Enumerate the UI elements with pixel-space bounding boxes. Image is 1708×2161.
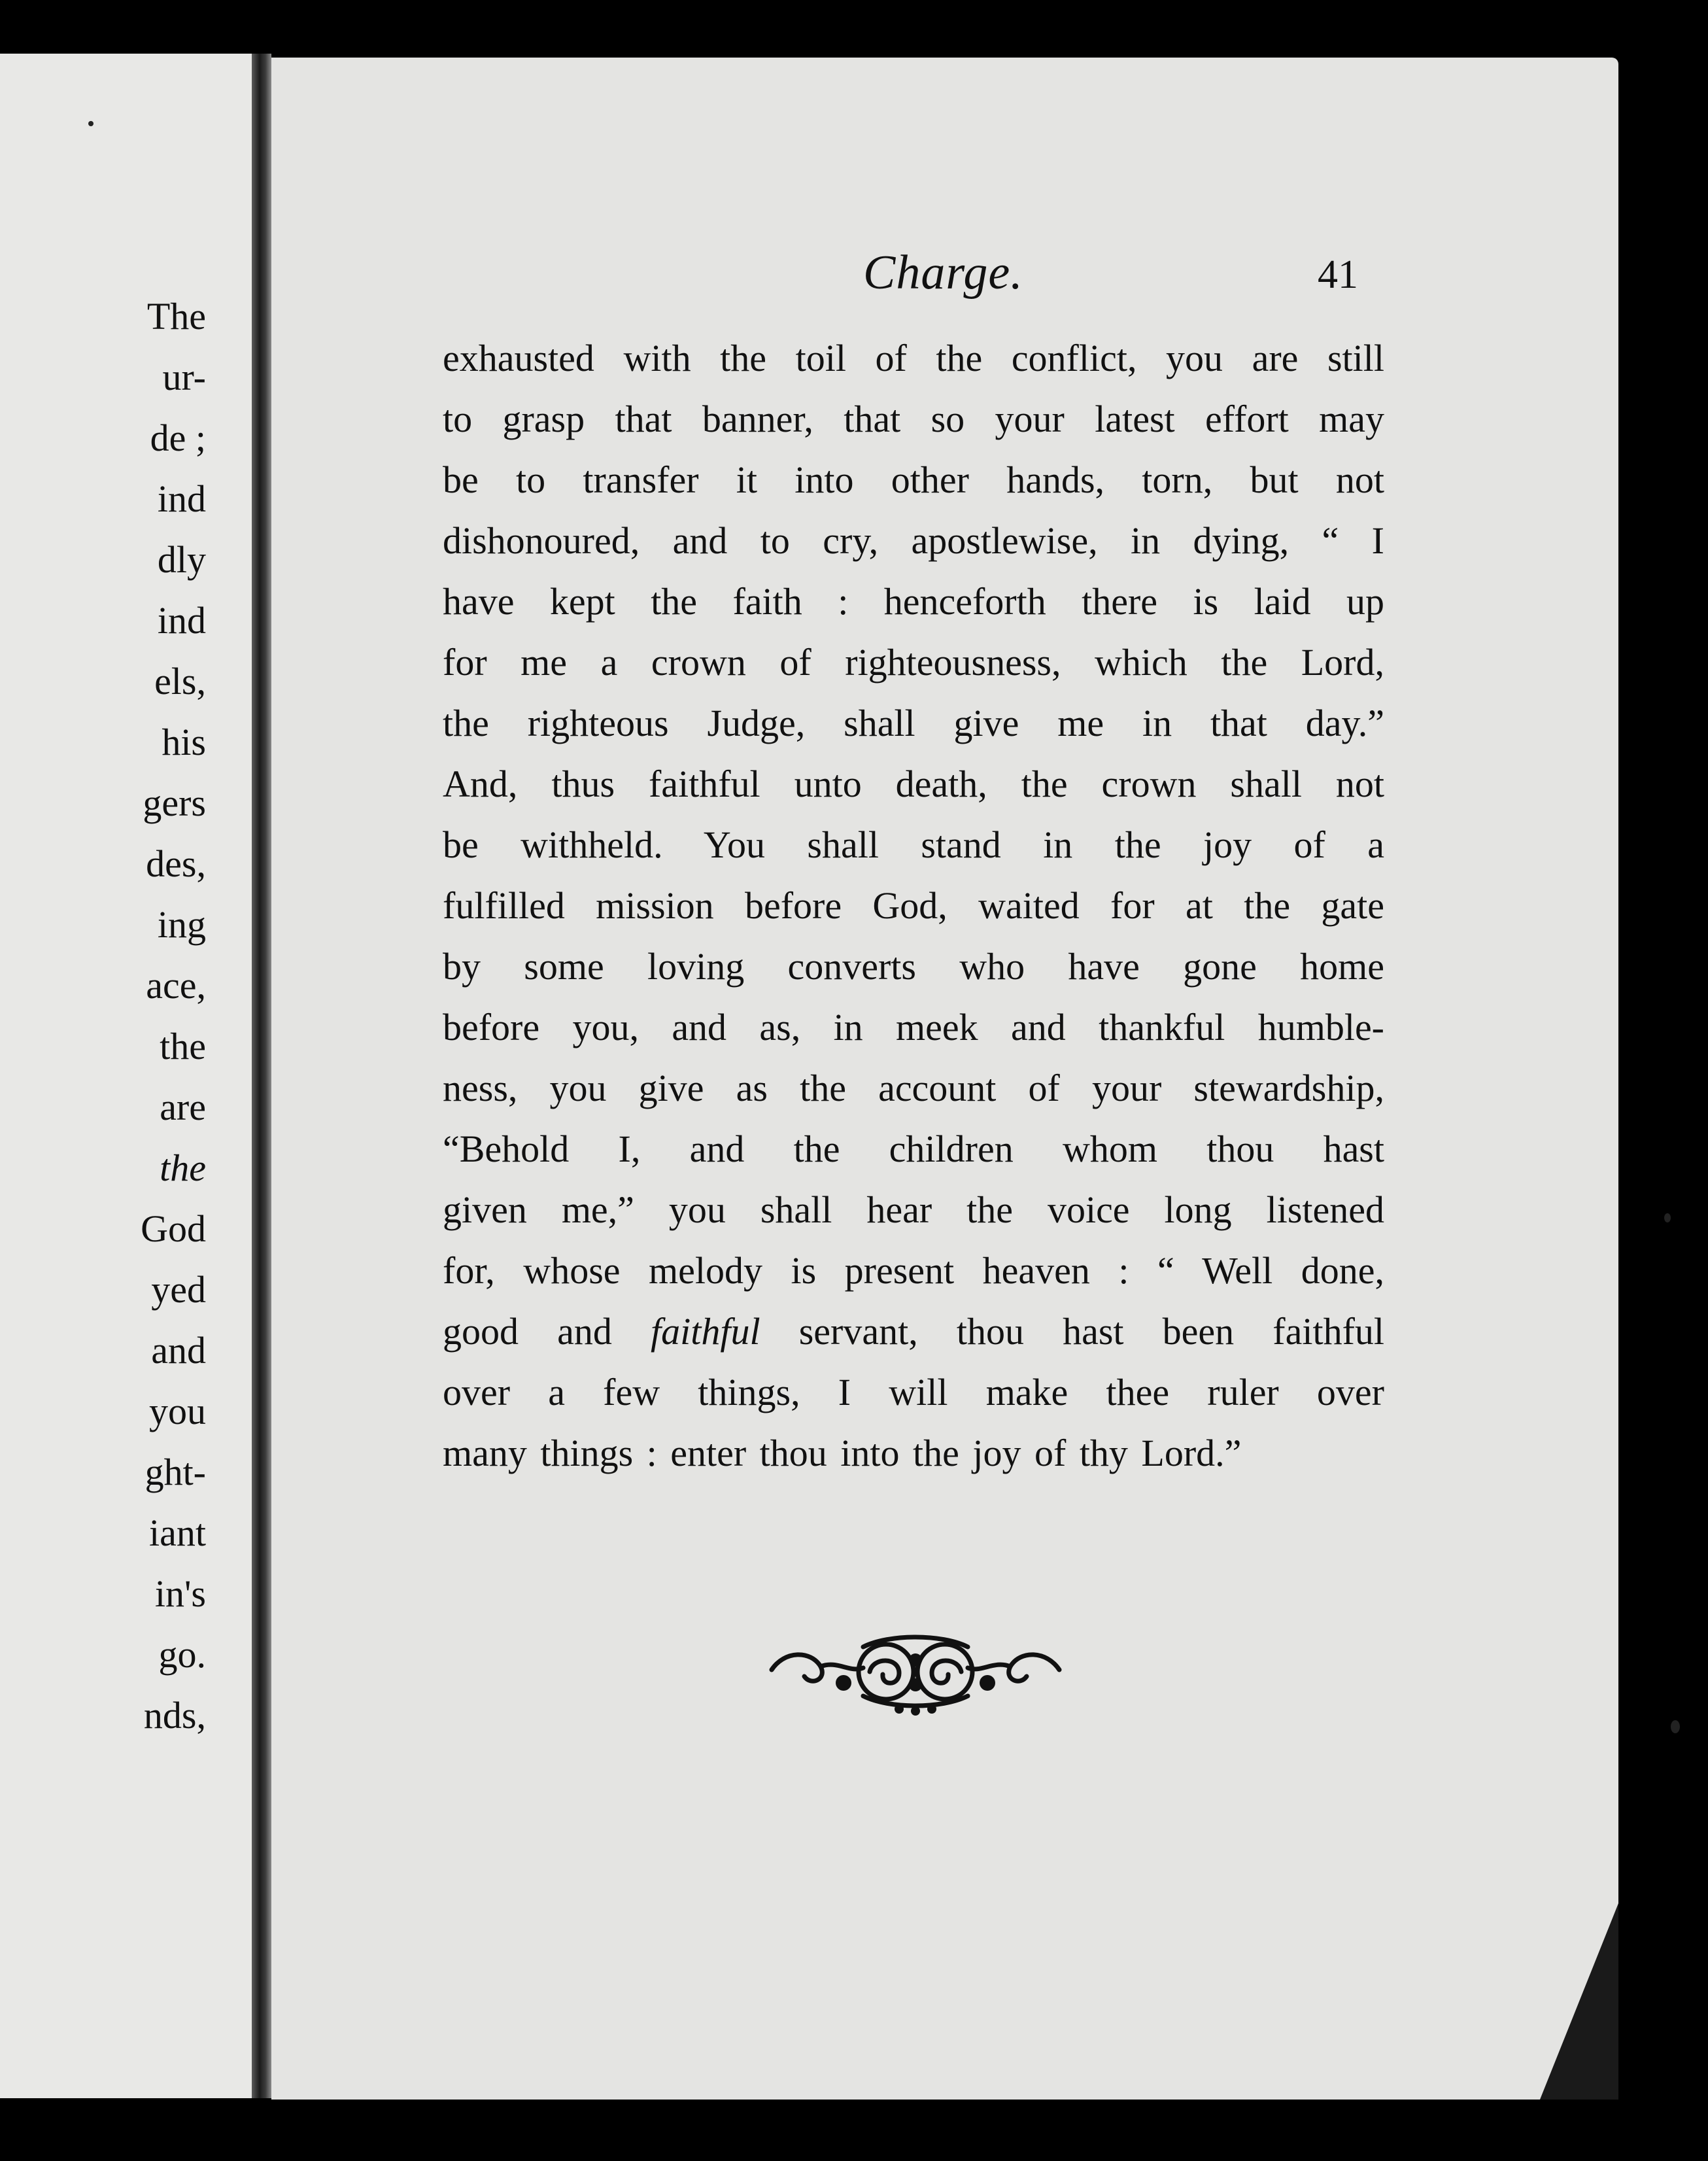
text-line: be withheld. You shall stand in the joy of a: [443, 823, 1384, 866]
current-page: [271, 58, 1618, 2100]
previous-page-fragment: in's: [154, 1572, 206, 1615]
previous-page-fragment: gers: [143, 782, 206, 824]
previous-page-fragment: The: [146, 295, 206, 337]
text-line: before you, and as, in meek and thankful humble-: [443, 1006, 1384, 1048]
previous-page: [0, 54, 258, 2098]
scan-speck: [1664, 1213, 1671, 1222]
text-line: fulfilled mission before God, waited for at the gate: [443, 884, 1384, 927]
previous-page-fragment: and: [151, 1329, 206, 1372]
page-corner-shadow: [1540, 1903, 1618, 2100]
previous-page-fragment: the: [160, 1025, 206, 1067]
previous-page-fragment: nds,: [143, 1694, 206, 1737]
text-line: over a few things, I will make thee ruler over: [443, 1371, 1384, 1413]
text-line: given me,” you shall hear the voice long listened: [443, 1188, 1384, 1231]
text-line: to grasp that banner, that so your latest effort may: [443, 398, 1384, 440]
scan-speck: [1671, 1720, 1680, 1733]
text-segment: servant, thou hast been faithful: [760, 1310, 1384, 1353]
previous-page-fragment: ght-: [145, 1451, 206, 1493]
previous-page-fragment: els,: [154, 660, 206, 702]
text-line: by some loving converts who have gone home: [443, 945, 1384, 988]
text-line: dishonoured, and to cry, apostlewise, in dying, “ I: [443, 519, 1384, 562]
previous-page-fragment: iant: [149, 1512, 206, 1554]
text-line-mixed: [443, 1301, 1384, 1362]
italic-word: faithful: [651, 1310, 760, 1353]
running-title: Charge.: [863, 246, 1023, 300]
book-gutter: [252, 54, 271, 2098]
floral-tailpiece-ornament-icon: [759, 1621, 1072, 1719]
previous-page-fragment: ind: [157, 599, 206, 642]
previous-page-fragment: his: [162, 721, 206, 763]
text-line: be to transfer it into other hands, torn, but not: [443, 458, 1384, 501]
text-line: “Behold I, and the children whom thou hast: [443, 1128, 1384, 1170]
previous-page-fragment: ind: [157, 477, 206, 520]
text-line: for me a crown of righteousness, which the Lord,: [443, 641, 1384, 683]
scan-speck: [88, 121, 94, 126]
page-number: 41: [1318, 252, 1358, 297]
text-line-final: many things : enter thou into the joy of thy Lord.”: [443, 1432, 1242, 1474]
text-line: ness, you give as the account of your stewardship,: [443, 1067, 1384, 1109]
previous-page-fragment: are: [160, 1086, 206, 1128]
previous-page-fragment: ur-: [162, 356, 206, 398]
text-line: the righteous Judge, shall give me in that day.”: [443, 702, 1384, 744]
previous-page-fragment: go.: [158, 1633, 206, 1676]
text-line: have kept the faith : henceforth there is laid up: [443, 580, 1384, 623]
previous-page-fragment: the: [160, 1147, 206, 1189]
previous-page-fragment: ace,: [146, 964, 206, 1007]
previous-page-fragment: dly: [157, 538, 206, 581]
text-segment: good and: [443, 1310, 651, 1353]
previous-page-fragment: you: [149, 1390, 206, 1432]
previous-page-fragment: yed: [151, 1268, 206, 1311]
previous-page-fragment: des,: [146, 842, 206, 885]
body-text: [443, 328, 1384, 1483]
running-head: [271, 245, 1618, 298]
previous-page-fragment: ing: [157, 903, 206, 946]
text-line: for, whose melody is present heaven : “ Well done,: [443, 1249, 1384, 1292]
previous-page-fragment: God: [141, 1207, 206, 1250]
previous-page-fragment: de ;: [150, 417, 206, 459]
text-line: And, thus faithful unto death, the crown shall not: [443, 763, 1384, 805]
text-line: exhausted with the toil of the conflict, you are still: [443, 337, 1384, 379]
